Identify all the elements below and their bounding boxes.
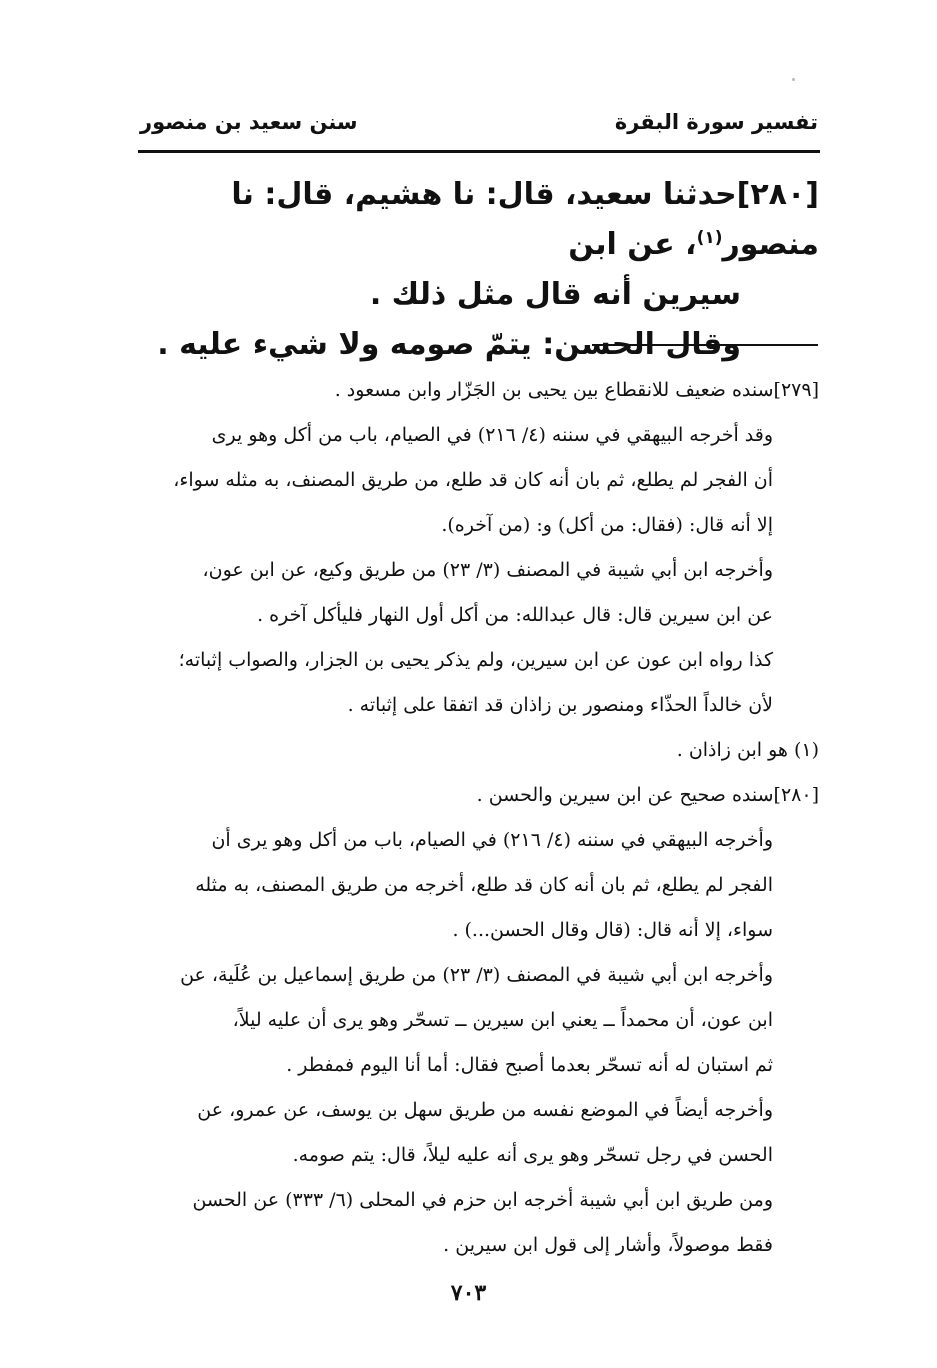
header-divider xyxy=(138,150,820,153)
hadith-line-1-after: ، عن ابن xyxy=(568,227,697,262)
note-280-line: ابن عون، أن محمداً ــ يعني ابن سيرين ــ تسحّر وهو يرى أن عليه ليلاً، xyxy=(232,1009,773,1031)
footnote-divider xyxy=(592,344,818,346)
note-280-line: الحسن في رجل تسحّر وهو يرى أنه عليه ليلاً، قال: يتم صومه. xyxy=(292,1144,773,1166)
hadith-text xyxy=(119,170,819,370)
note-280-line: وأخرجه البيهقي في سننه (٤/ ٢١٦) في الصيام، باب من أكل وهو يرى أن xyxy=(211,829,773,851)
note-279-line: لأن خالداً الحذّاء ومنصور بن زاذان قد اتفقا على إثباته . xyxy=(347,694,773,716)
note-279-line: كذا رواه ابن عون عن ابن سيرين، ولم يذكر يحيى بن الجزار، والصواب إثباته؛ xyxy=(178,649,773,671)
hadith-line-1-text: حدثنا سعيد، قال: نا هشيم، قال: نا منصور xyxy=(231,177,819,262)
footnote-1: (١) هو ابن زاذان . xyxy=(676,739,819,761)
note-279-line: عن ابن سيرين قال: قال عبدالله: من أكل أول النهار فليأكل آخره . xyxy=(257,604,773,626)
hadith-line-3: وقال الحسن: يتمّ صومه ولا شيء عليه . xyxy=(157,327,741,362)
note-280-line: ثم استبان له أنه تسحّر بعدما أصبح فقال: أما أنا اليوم فمفطر . xyxy=(286,1054,773,1076)
running-header xyxy=(140,104,818,144)
note-280-line: وأخرجه أيضاً في الموضع نفسه من طريق سهل بن يوسف، عن عمرو، عن xyxy=(197,1099,773,1121)
note-279-heading: [٢٧٩]سنده ضعيف للانقطاع بين يحيى بن الجَزّار وابن مسعود . xyxy=(334,379,819,401)
page-number: ٧٠٣ xyxy=(450,1280,487,1306)
scan-speck xyxy=(792,78,795,81)
note-280-line: ومن طريق ابن أبي شيبة أخرجه ابن حزم في المحلى (٦/ ٣٣٣) عن الحسن xyxy=(192,1189,773,1211)
chapter-title: تفسير سورة البقرة xyxy=(614,110,818,134)
hadith-line-1 xyxy=(119,170,819,270)
note-280-line: فقط موصولاً، وأشار إلى قول ابن سيرين . xyxy=(443,1234,773,1256)
book-title: سنن سعيد بن منصور xyxy=(140,110,358,134)
note-279-line: وأخرجه ابن أبي شيبة في المصنف (٣/ ٢٣) من طريق وكيع، عن ابن عون، xyxy=(202,559,773,581)
hadith-number: [٢٨٠] xyxy=(736,177,819,212)
commentary xyxy=(119,368,819,1268)
note-279-line: وقد أخرجه البيهقي في سننه (٤/ ٢١٦) في الصيام، باب من أكل وهو يرى xyxy=(211,424,773,446)
note-279-line: أن الفجر لم يطلع، ثم بان أنه كان قد طلع، من طريق المصنف، به مثله سواء، xyxy=(173,469,773,491)
hadith-line-2: سيرين أنه قال مثل ذلك . xyxy=(369,277,741,312)
note-280-line: وأخرجه ابن أبي شيبة في المصنف (٣/ ٢٣) من طريق إسماعيل بن عُلَية، عن xyxy=(180,964,773,986)
note-279-line: إلا أنه قال: (فقال: من أكل) و: (من آخره). xyxy=(441,514,773,536)
note-280-heading: [٢٨٠]سنده صحيح عن ابن سيرين والحسن . xyxy=(476,784,819,806)
note-280-line: الفجر لم يطلع، ثم بان أنه كان قد طلع، أخرجه من طريق المصنف، به مثله xyxy=(195,874,773,896)
note-280-line: سواء، إلا أنه قال: (قال وقال الحسن...) . xyxy=(452,919,773,941)
footnote-ref: (١) xyxy=(696,228,723,248)
